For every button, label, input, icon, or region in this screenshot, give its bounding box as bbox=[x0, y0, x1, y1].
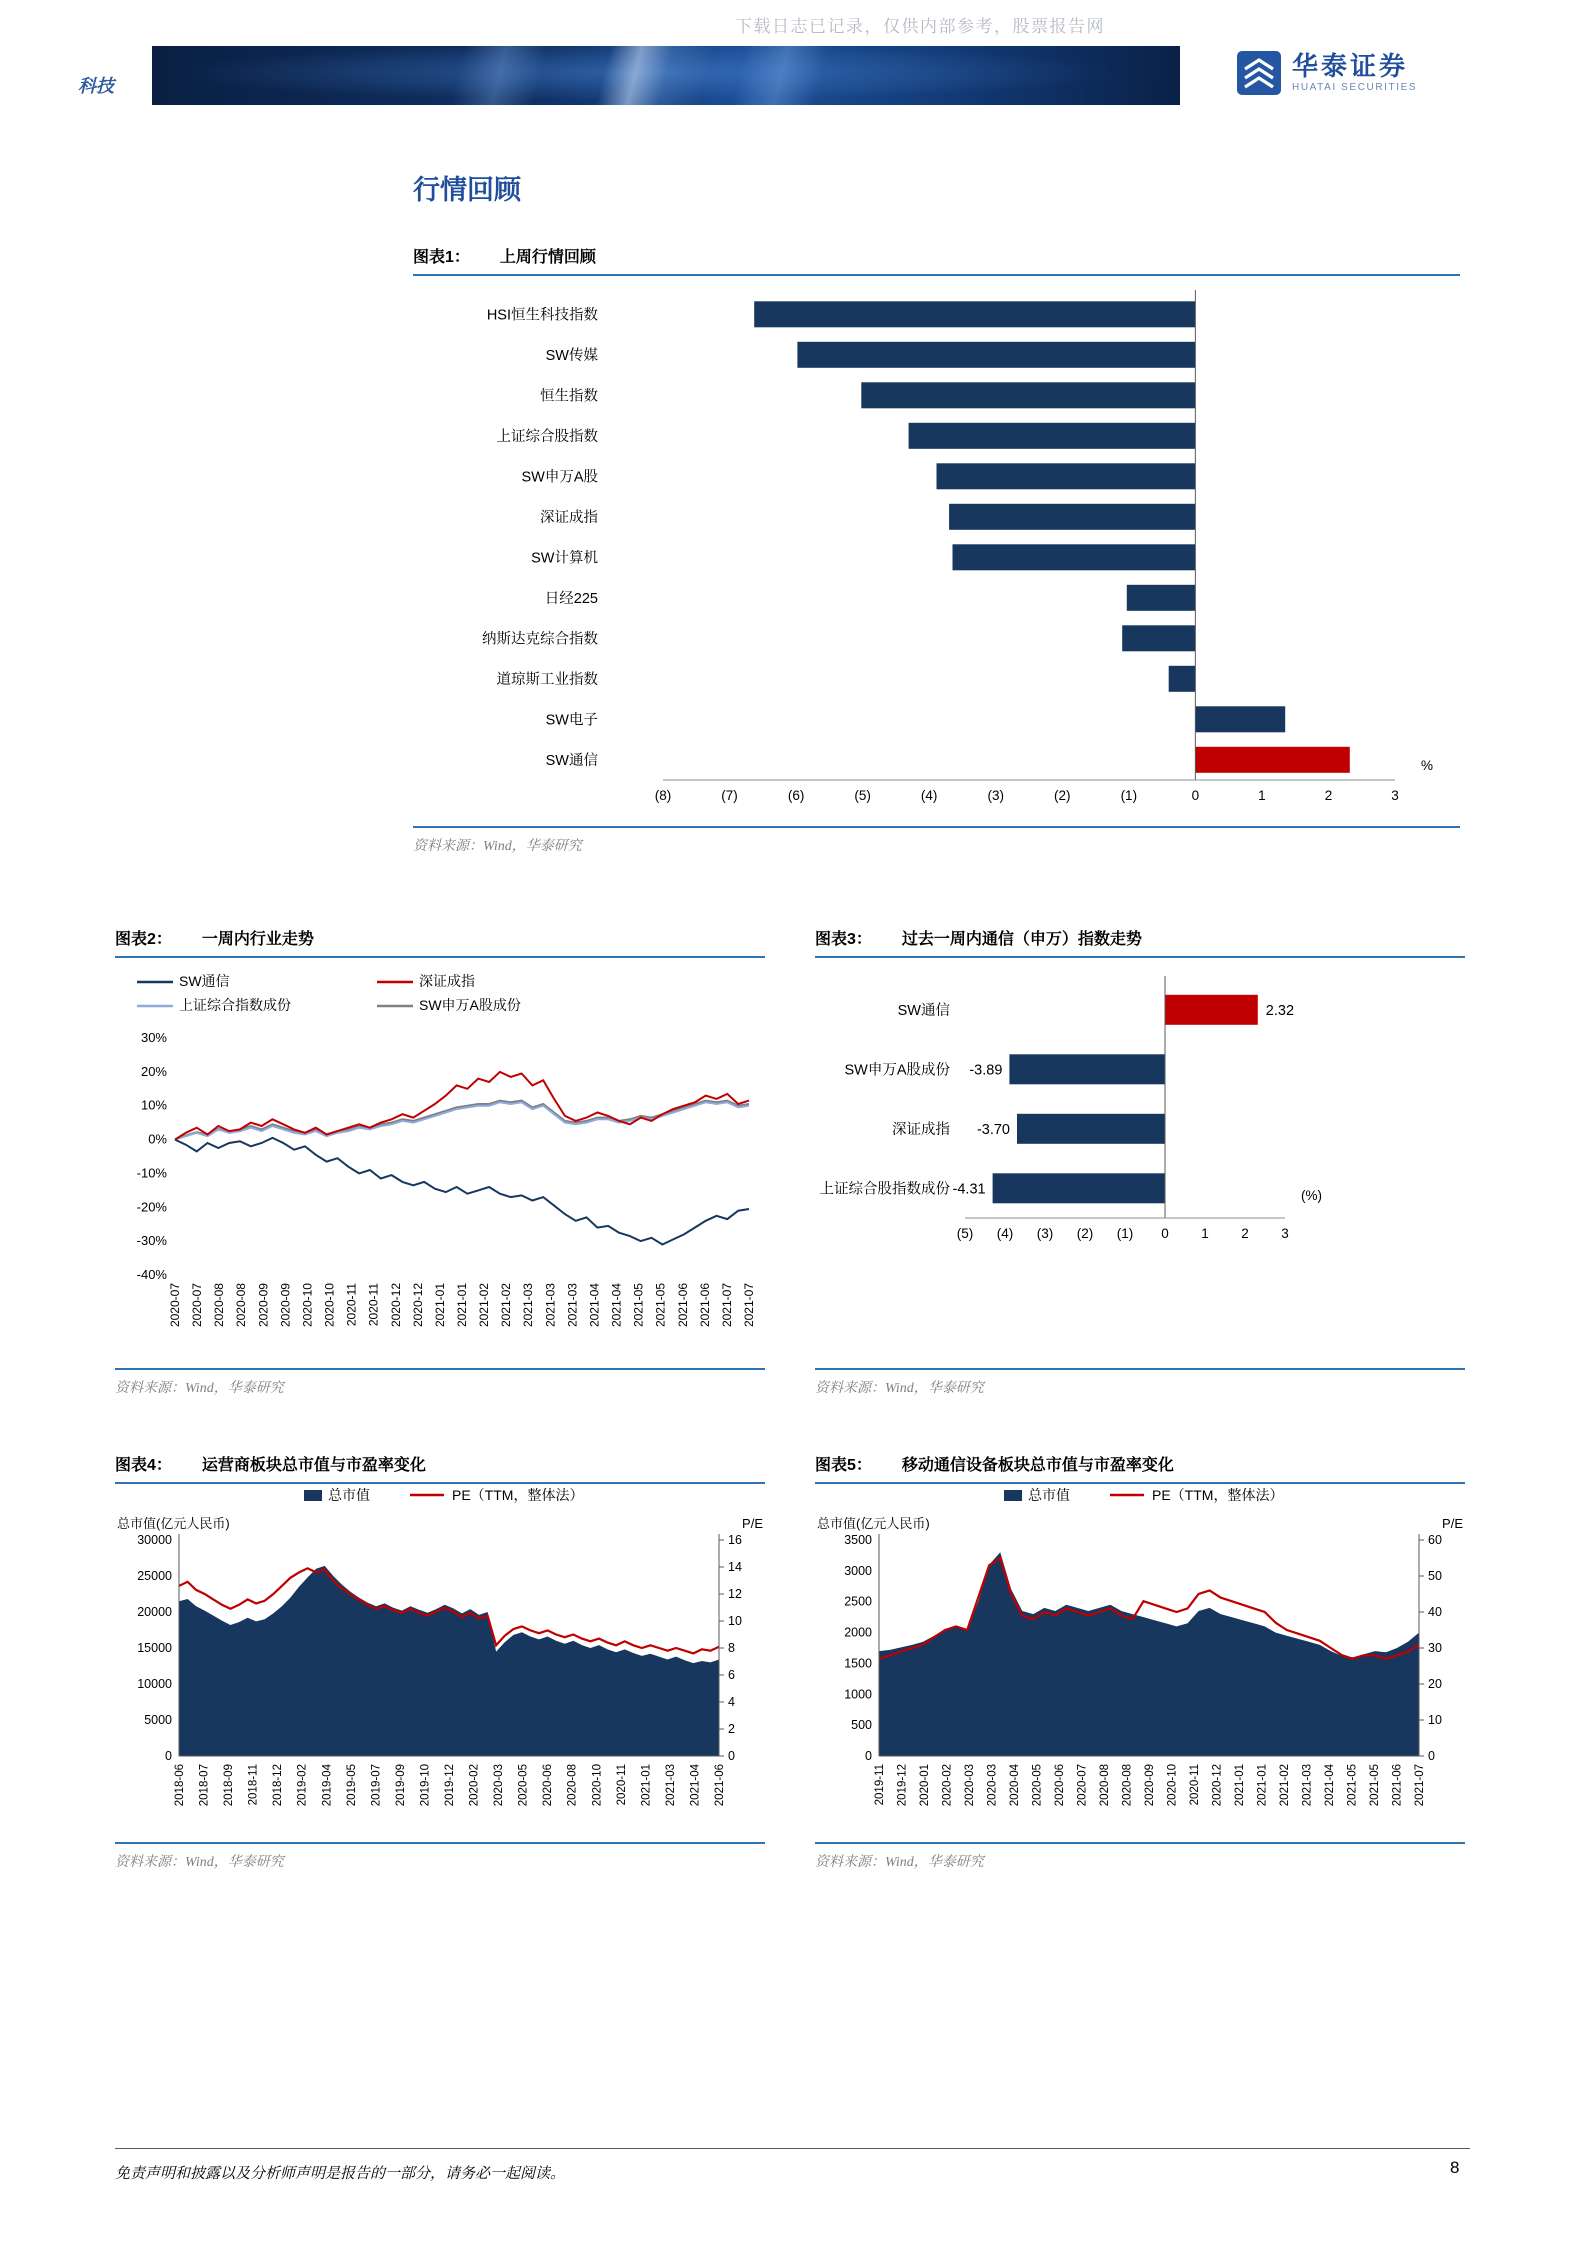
svg-text:2020-09: 2020-09 bbox=[256, 1283, 271, 1328]
svg-text:-20%: -20% bbox=[136, 1199, 167, 1215]
mobile-equipment-marketcap-pe-chart bbox=[815, 1484, 1465, 1842]
figure-label: 图表1： bbox=[413, 249, 470, 266]
svg-text:50: 50 bbox=[1428, 1569, 1442, 1583]
figure-title: 一周内行业走势 bbox=[201, 931, 314, 948]
svg-text:SW申万A股成份: SW申万A股成份 bbox=[844, 1062, 950, 1079]
svg-text:60: 60 bbox=[1428, 1533, 1442, 1547]
svg-text:2020-07: 2020-07 bbox=[168, 1283, 182, 1328]
svg-text:2020-11: 2020-11 bbox=[1189, 1764, 1201, 1806]
svg-text:2020-03: 2020-03 bbox=[986, 1764, 999, 1807]
figure-title: 上周行情回顾 bbox=[499, 249, 596, 266]
svg-text:3: 3 bbox=[1281, 1226, 1289, 1241]
svg-text:2021-04: 2021-04 bbox=[587, 1283, 602, 1328]
svg-text:2021-06: 2021-06 bbox=[697, 1283, 712, 1328]
figure-3-source: 资料来源：Wind，华泰研究 bbox=[815, 1381, 984, 1396]
svg-text:%: % bbox=[1421, 758, 1434, 773]
svg-text:8: 8 bbox=[728, 1641, 735, 1655]
figure-4-caption bbox=[115, 1452, 765, 1482]
svg-text:SW通信: SW通信 bbox=[897, 1002, 950, 1019]
svg-text:PE（TTM，整体法）: PE（TTM，整体法） bbox=[1152, 1487, 1284, 1503]
svg-text:-10%: -10% bbox=[136, 1165, 167, 1181]
figure-5-caption bbox=[815, 1452, 1465, 1482]
svg-text:0: 0 bbox=[165, 1749, 172, 1763]
svg-text:2019-12: 2019-12 bbox=[444, 1764, 456, 1807]
svg-text:2020-08: 2020-08 bbox=[566, 1764, 579, 1807]
svg-text:2019-09: 2019-09 bbox=[394, 1764, 407, 1807]
svg-text:总市值(亿元人民币): 总市值(亿元人民币) bbox=[817, 1516, 930, 1531]
svg-text:2020-07: 2020-07 bbox=[190, 1283, 205, 1328]
svg-text:3: 3 bbox=[1391, 788, 1399, 803]
svg-text:2021-01: 2021-01 bbox=[455, 1283, 469, 1328]
svg-text:-40%: -40% bbox=[136, 1267, 167, 1282]
svg-text:2021-05: 2021-05 bbox=[653, 1283, 668, 1328]
svg-text:20000: 20000 bbox=[137, 1605, 172, 1619]
svg-text:3000: 3000 bbox=[844, 1563, 872, 1578]
svg-text:1500: 1500 bbox=[844, 1656, 872, 1671]
svg-text:2019-05: 2019-05 bbox=[345, 1764, 358, 1807]
svg-text:2020-11: 2020-11 bbox=[344, 1283, 359, 1327]
svg-text:2018-06: 2018-06 bbox=[174, 1764, 186, 1807]
svg-text:12: 12 bbox=[728, 1587, 742, 1601]
svg-text:2020-08: 2020-08 bbox=[234, 1283, 249, 1328]
brand-logo bbox=[1236, 50, 1417, 96]
figure-4-source: 资料来源：Wind，华泰研究 bbox=[115, 1855, 284, 1870]
figure-label: 图表3： bbox=[815, 931, 872, 948]
svg-text:2021-01: 2021-01 bbox=[1256, 1764, 1269, 1807]
svg-text:2021-03: 2021-03 bbox=[565, 1283, 580, 1328]
svg-text:2020-05: 2020-05 bbox=[1031, 1764, 1044, 1807]
svg-text:2021-03: 2021-03 bbox=[543, 1283, 558, 1328]
page-title: 行情回顾 bbox=[413, 175, 521, 205]
figure-title: 过去一周内通信（申万）指数走势 bbox=[901, 931, 1142, 948]
svg-text:10000: 10000 bbox=[137, 1677, 172, 1691]
svg-text:2020-06: 2020-06 bbox=[1054, 1764, 1066, 1807]
svg-text:(6): (6) bbox=[787, 788, 805, 803]
figure-2 bbox=[115, 926, 765, 1397]
svg-text:SW传媒: SW传媒 bbox=[545, 347, 598, 364]
svg-text:2020-09: 2020-09 bbox=[1144, 1764, 1156, 1807]
svg-text:2020-11: 2020-11 bbox=[366, 1283, 381, 1327]
svg-text:恒生指数: 恒生指数 bbox=[540, 388, 598, 405]
svg-text:2021-02: 2021-02 bbox=[499, 1283, 514, 1328]
svg-text:P/E: P/E bbox=[1442, 1516, 1463, 1531]
header-banner-graphic bbox=[152, 46, 1180, 105]
footer-disclaimer: 免责声明和披露以及分析师声明是报告的一部分，请务必一起阅读。 bbox=[115, 2166, 566, 2182]
svg-text:(4): (4) bbox=[996, 1226, 1014, 1241]
svg-text:(3): (3) bbox=[1036, 1226, 1054, 1241]
svg-text:5000: 5000 bbox=[144, 1713, 172, 1727]
svg-text:0: 0 bbox=[865, 1749, 872, 1763]
svg-text:2021-03: 2021-03 bbox=[1301, 1764, 1314, 1807]
svg-text:2021-02: 2021-02 bbox=[477, 1283, 492, 1328]
footer-divider bbox=[115, 2148, 1470, 2149]
svg-text:2021-06: 2021-06 bbox=[1391, 1764, 1404, 1807]
svg-text:2020-08: 2020-08 bbox=[212, 1283, 227, 1328]
svg-text:10: 10 bbox=[1428, 1713, 1442, 1727]
page-number: 8 bbox=[1450, 2158, 1460, 2177]
svg-text:2021-04: 2021-04 bbox=[609, 1283, 624, 1328]
svg-text:2020-10: 2020-10 bbox=[300, 1283, 315, 1328]
svg-text:2020-01: 2020-01 bbox=[919, 1764, 931, 1807]
svg-text:30000: 30000 bbox=[137, 1533, 172, 1547]
svg-text:2021-07: 2021-07 bbox=[742, 1283, 756, 1328]
figure-2-caption bbox=[115, 926, 765, 956]
svg-text:4: 4 bbox=[728, 1695, 735, 1709]
svg-text:2020-02: 2020-02 bbox=[468, 1764, 481, 1807]
svg-text:(%): (%) bbox=[1301, 1188, 1322, 1203]
svg-text:上证综合指数成份: 上证综合指数成份 bbox=[179, 997, 291, 1013]
svg-text:2021-01: 2021-01 bbox=[640, 1764, 653, 1807]
svg-text:SW申万A股成份: SW申万A股成份 bbox=[419, 997, 521, 1013]
svg-text:(1): (1) bbox=[1116, 1226, 1134, 1241]
svg-text:PE（TTM，整体法）: PE（TTM，整体法） bbox=[452, 1487, 584, 1503]
svg-text:1000: 1000 bbox=[844, 1687, 872, 1702]
svg-text:2021-07: 2021-07 bbox=[719, 1283, 734, 1328]
svg-text:6: 6 bbox=[728, 1668, 735, 1682]
svg-text:2.32: 2.32 bbox=[1265, 1002, 1295, 1019]
svg-text:2020-09: 2020-09 bbox=[278, 1283, 293, 1328]
watermark-text: 下载日志已记录，仅供内部参考，股票报告网 bbox=[735, 17, 1105, 36]
svg-text:2: 2 bbox=[728, 1722, 735, 1736]
figure-3-caption bbox=[815, 926, 1465, 956]
svg-text:SW申万A股: SW申万A股 bbox=[521, 469, 598, 486]
svg-text:30%: 30% bbox=[140, 1030, 167, 1045]
svg-text:(7): (7) bbox=[721, 788, 738, 803]
svg-text:总市值: 总市值 bbox=[328, 1487, 370, 1503]
svg-text:2021-01: 2021-01 bbox=[432, 1283, 447, 1328]
svg-text:纳斯达克综合指数: 纳斯达克综合指数 bbox=[482, 631, 598, 648]
svg-text:(4): (4) bbox=[920, 788, 938, 803]
svg-text:2020-03: 2020-03 bbox=[493, 1764, 506, 1807]
figure-5-source: 资料来源：Wind，华泰研究 bbox=[815, 1855, 984, 1870]
svg-text:2019-07: 2019-07 bbox=[370, 1764, 383, 1807]
svg-text:1: 1 bbox=[1201, 1226, 1209, 1241]
brand-name-cn: 华泰证券 bbox=[1292, 50, 1409, 81]
svg-text:上证综合股指数: 上证综合股指数 bbox=[496, 428, 598, 445]
svg-text:(8): (8) bbox=[654, 788, 672, 803]
svg-text:SW通信: SW通信 bbox=[545, 752, 598, 769]
svg-text:2020-12: 2020-12 bbox=[410, 1283, 425, 1328]
svg-text:2018-09: 2018-09 bbox=[223, 1764, 236, 1807]
weekly-market-review-bar-chart bbox=[413, 276, 1460, 826]
svg-text:0: 0 bbox=[728, 1749, 735, 1763]
svg-text:2020-08: 2020-08 bbox=[1121, 1764, 1134, 1807]
svg-text:2021-04: 2021-04 bbox=[1324, 1764, 1336, 1807]
svg-text:-4.31: -4.31 bbox=[952, 1181, 986, 1198]
figure-title: 运营商板块总市值与市盈率变化 bbox=[201, 1457, 426, 1474]
svg-text:(2): (2) bbox=[1054, 788, 1071, 803]
svg-text:2021-06: 2021-06 bbox=[714, 1764, 726, 1807]
svg-text:2019-12: 2019-12 bbox=[896, 1764, 909, 1807]
figure-3 bbox=[815, 926, 1465, 1397]
svg-text:2020-02: 2020-02 bbox=[941, 1764, 954, 1807]
report-category-label: 科技 bbox=[78, 76, 114, 96]
figure-5 bbox=[815, 1452, 1465, 1871]
svg-text:10%: 10% bbox=[140, 1097, 167, 1113]
svg-text:25000: 25000 bbox=[137, 1569, 172, 1583]
svg-text:-3.89: -3.89 bbox=[969, 1062, 1003, 1079]
svg-text:(5): (5) bbox=[956, 1226, 974, 1241]
svg-text:2020-04: 2020-04 bbox=[1009, 1764, 1021, 1807]
svg-text:2020-10: 2020-10 bbox=[322, 1283, 337, 1328]
industry-trend-line-chart bbox=[115, 958, 765, 1368]
svg-text:0: 0 bbox=[1161, 1226, 1169, 1241]
figure-1-source: 资料来源：Wind，华泰研究 bbox=[413, 839, 582, 854]
svg-text:2020-10: 2020-10 bbox=[591, 1764, 604, 1807]
svg-text:14: 14 bbox=[728, 1560, 742, 1574]
svg-text:2018-07: 2018-07 bbox=[198, 1764, 211, 1807]
svg-text:2020-07: 2020-07 bbox=[1076, 1764, 1089, 1807]
svg-text:2020-08: 2020-08 bbox=[1099, 1764, 1111, 1807]
telecom-index-bar-chart bbox=[815, 958, 1465, 1368]
figure-label: 图表4： bbox=[115, 1457, 172, 1474]
svg-text:总市值(亿元人民币): 总市值(亿元人民币) bbox=[117, 1516, 230, 1531]
svg-text:上证综合股指数成份: 上证综合股指数成份 bbox=[819, 1181, 950, 1198]
svg-text:2021-05: 2021-05 bbox=[1346, 1764, 1359, 1807]
svg-text:2020-05: 2020-05 bbox=[517, 1764, 530, 1807]
svg-text:2018-12: 2018-12 bbox=[272, 1764, 285, 1807]
svg-text:2020-12: 2020-12 bbox=[1211, 1764, 1224, 1807]
svg-text:2020-11: 2020-11 bbox=[615, 1764, 628, 1806]
svg-text:2018-11: 2018-11 bbox=[247, 1764, 260, 1806]
svg-text:总市值: 总市值 bbox=[1028, 1487, 1070, 1503]
brand-text bbox=[1292, 50, 1418, 94]
figure-label: 图表5： bbox=[815, 1457, 872, 1474]
svg-text:0%: 0% bbox=[148, 1131, 167, 1147]
svg-text:0: 0 bbox=[1191, 788, 1200, 803]
svg-text:1: 1 bbox=[1258, 788, 1266, 803]
svg-text:2020-06: 2020-06 bbox=[542, 1764, 555, 1807]
svg-text:-30%: -30% bbox=[136, 1233, 167, 1249]
svg-text:日经225: 日经225 bbox=[544, 590, 598, 607]
svg-text:20%: 20% bbox=[140, 1063, 167, 1079]
svg-text:40: 40 bbox=[1428, 1605, 1442, 1619]
svg-text:30: 30 bbox=[1428, 1641, 1442, 1655]
svg-text:SW通信: SW通信 bbox=[179, 973, 230, 989]
svg-text:(1): (1) bbox=[1120, 788, 1138, 803]
svg-text:500: 500 bbox=[851, 1718, 872, 1733]
svg-text:20: 20 bbox=[1428, 1677, 1442, 1691]
svg-text:10: 10 bbox=[728, 1614, 742, 1628]
svg-text:2020-03: 2020-03 bbox=[964, 1764, 976, 1807]
svg-text:2021-04: 2021-04 bbox=[689, 1764, 702, 1807]
svg-text:3500: 3500 bbox=[844, 1533, 872, 1547]
svg-text:2021-05: 2021-05 bbox=[631, 1283, 646, 1328]
svg-text:2021-03: 2021-03 bbox=[521, 1283, 536, 1328]
svg-text:2021-06: 2021-06 bbox=[675, 1283, 690, 1328]
svg-text:-3.70: -3.70 bbox=[976, 1121, 1010, 1138]
svg-text:HSI恒生科技指数: HSI恒生科技指数 bbox=[486, 307, 598, 324]
figure-label: 图表2： bbox=[115, 931, 172, 948]
svg-text:2019-02: 2019-02 bbox=[296, 1764, 309, 1807]
svg-text:2500: 2500 bbox=[844, 1594, 872, 1609]
svg-text:2019-11: 2019-11 bbox=[874, 1764, 886, 1806]
svg-text:深证成指: 深证成指 bbox=[540, 509, 598, 526]
svg-text:SW计算机: SW计算机 bbox=[531, 550, 598, 567]
svg-text:2021-02: 2021-02 bbox=[1279, 1764, 1291, 1807]
svg-text:深证成指: 深证成指 bbox=[419, 973, 475, 989]
svg-text:2: 2 bbox=[1241, 1226, 1249, 1241]
svg-text:2000: 2000 bbox=[844, 1625, 872, 1640]
figure-1 bbox=[413, 244, 1460, 855]
huatai-logo-icon bbox=[1236, 50, 1282, 96]
svg-text:2021-07: 2021-07 bbox=[1414, 1764, 1426, 1807]
svg-text:0: 0 bbox=[1428, 1749, 1435, 1763]
svg-text:(2): (2) bbox=[1076, 1226, 1094, 1241]
svg-text:2020-12: 2020-12 bbox=[388, 1283, 403, 1328]
svg-text:2020-10: 2020-10 bbox=[1166, 1764, 1179, 1807]
svg-text:2021-01: 2021-01 bbox=[1234, 1764, 1246, 1807]
svg-text:SW电子: SW电子 bbox=[545, 712, 598, 729]
svg-text:2019-04: 2019-04 bbox=[321, 1764, 334, 1807]
svg-text:16: 16 bbox=[728, 1533, 742, 1547]
svg-text:(3): (3) bbox=[987, 788, 1004, 803]
figure-2-source: 资料来源：Wind，华泰研究 bbox=[115, 1381, 284, 1396]
figure-4 bbox=[115, 1452, 765, 1871]
figure-title: 移动通信设备板块总市值与市盈率变化 bbox=[901, 1457, 1174, 1474]
svg-text:(5): (5) bbox=[854, 788, 871, 803]
svg-text:2: 2 bbox=[1324, 788, 1333, 803]
svg-text:15000: 15000 bbox=[137, 1641, 172, 1655]
svg-text:2021-05: 2021-05 bbox=[1369, 1764, 1381, 1807]
svg-text:道琼斯工业指数: 道琼斯工业指数 bbox=[496, 671, 598, 688]
operator-marketcap-pe-chart bbox=[115, 1484, 765, 1842]
svg-text:2019-10: 2019-10 bbox=[419, 1764, 432, 1807]
figure-1-caption bbox=[413, 244, 1460, 274]
svg-text:2021-03: 2021-03 bbox=[664, 1764, 677, 1807]
svg-text:深证成指: 深证成指 bbox=[892, 1121, 950, 1138]
brand-name-en: HUATAI SECURITIES bbox=[1292, 82, 1418, 94]
svg-text:P/E: P/E bbox=[742, 1516, 763, 1531]
